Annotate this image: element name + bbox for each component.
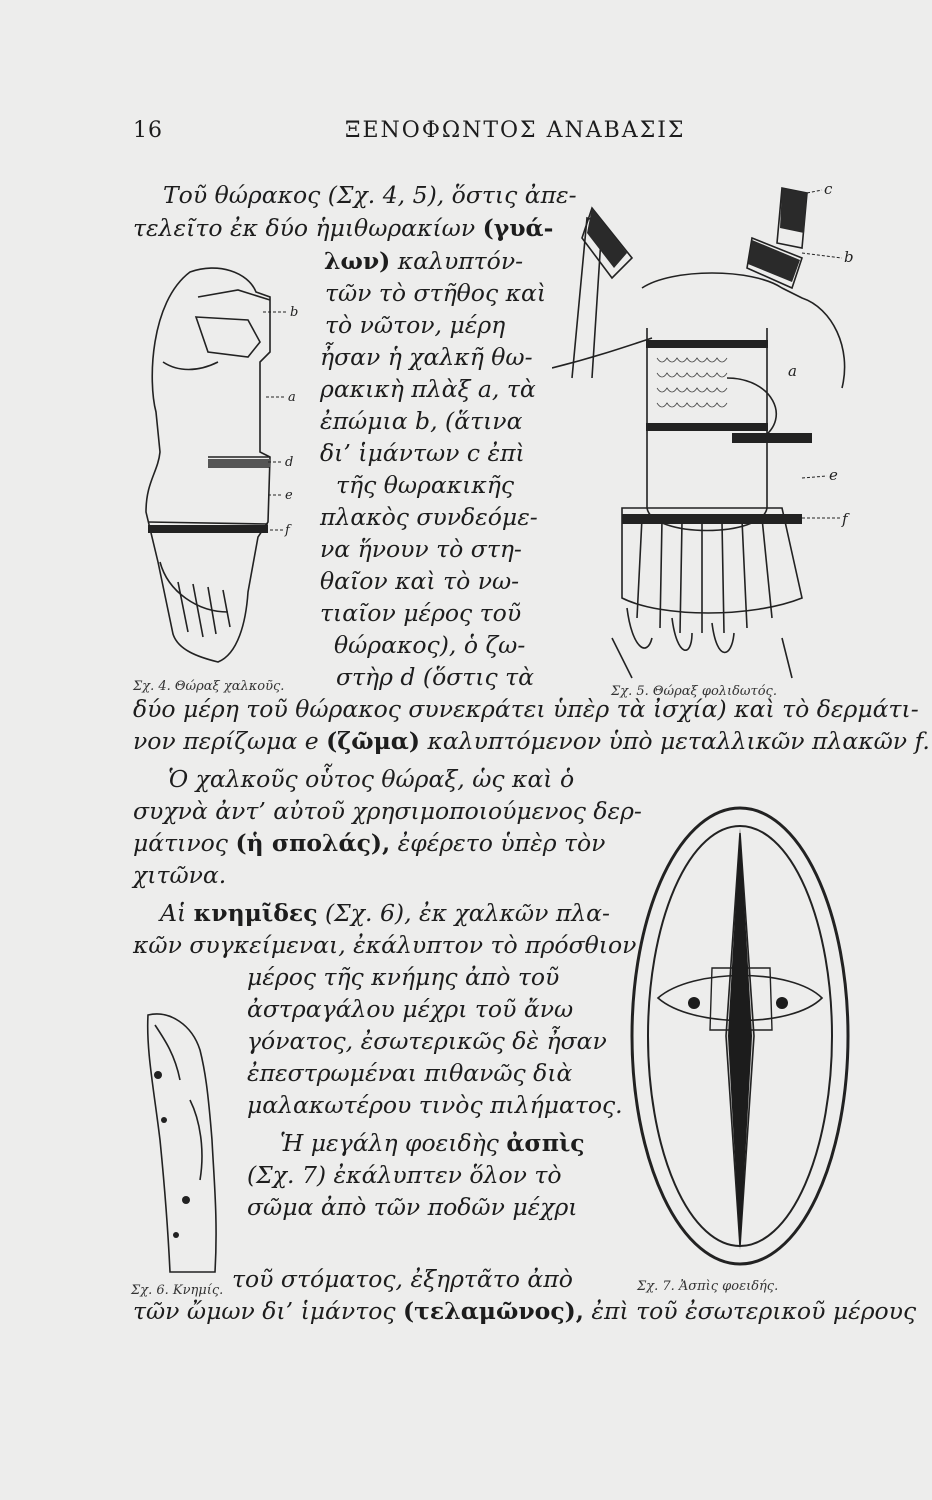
text-line-24: κῶν συγκείμεναι, ἐκάλυπτον τὸ πρόσθιον [133,931,637,959]
figure-6-greave [140,1010,230,1280]
text-line-34: τῶν ὤμων δι’ ἱμάντος (τελαμῶνος), ἐπὶ τοῦ ἐσωτερικοῦ μέρους [133,1297,917,1325]
text-line-6: ἦσαν ἡ χαλκῆ θω- [320,343,533,371]
text-line-5: τὸ νῶτον, μέρη [325,311,506,339]
text-line-11: πλακὸς συνδεόμε- [320,503,538,531]
text-line-4: τῶν τὸ στῆθος καὶ [325,279,547,307]
figure-4-bronze-cuirass [138,262,308,672]
text-line-31: (Σχ. 7) ἐκάλυπτεν ὅλον τὸ [247,1161,562,1189]
figure-7-oval-shield [622,798,862,1278]
fig5-label-b: b [844,248,854,266]
text-line-2: τελεῖτο ἐκ δύο ἡμιθωρακίων (γυά- [133,214,554,242]
figure-5-caption: Σχ. 5. Θώραξ φολιδωτός. [611,684,777,699]
text-line-1: Τοῦ θώρακος (Σχ. 4, 5), ὅστις ἀπε- [163,181,577,209]
text-line-25: μέρος τῆς κνήμης ἀπὸ τοῦ [247,963,560,991]
text-line-32: σῶμα ἀπὸ τῶν ποδῶν μέχρι [247,1193,578,1221]
text-line-33: τοῦ στόματος, ἐξηρτᾶτο ἀπὸ [232,1265,573,1293]
text-line-18: νον περίζωμα e (ζῶμα) καλυπτόμενον ὑπὸ μεταλλικῶν πλακῶν f. [133,727,930,755]
text-line-15: θώρακος), ὁ ζω- [334,631,526,659]
figure-7-caption: Σχ. 7. Ἀσπὶς φοειδής. [637,1279,779,1294]
text-line-20: συχνὰ ἀντ’ αὐτοῦ χρησιμοποιούμενος δερ- [133,797,642,825]
page-number: 16 [133,118,163,143]
text-line-9: δι’ ἱμάντων c ἐπὶ [320,439,525,467]
text-line-30: Ἡ μεγάλη φοειδὴς ἀσπὶς [280,1129,585,1157]
text-line-23: Αἱ κνημῖδες (Σχ. 6), ἐκ χαλκῶν πλα- [160,899,610,927]
text-line-21: μάτινος (ἡ σπολάς), ἐφέρετο ὑπὲρ τὸν [133,829,606,857]
text-line-14: τιαῖον μέρος τοῦ [320,599,522,627]
text-line-22: χιτῶνα. [133,861,227,889]
text-line-28: ἐπεστρωμέναι πιθανῶς διὰ [247,1059,573,1087]
figure-6-caption: Σχ. 6. Κνημίς. [131,1283,224,1298]
text-line-17: δύο μέρη τοῦ θώρακος συνεκράτει ὑπὲρ τὰ ἰσχία) καὶ τὸ δερμάτι- [133,695,919,723]
fig4-label-d: d [285,455,294,470]
text-line-29: μαλακωτέρου τινὸς πιλήματος. [247,1091,623,1119]
text-line-10: τῆς θωρακικῆς [336,471,514,499]
text-line-27: γόνατος, ἐσωτερικῶς δὲ ἦσαν [247,1027,607,1055]
text-line-8: ἐπώμια b, (ἅτινα [320,407,523,435]
running-title: ΞΕΝΟΦΩΝΤΟΣ ΑΝΑΒΑΣΙΣ [345,118,686,143]
figure-4-caption: Σχ. 4. Θώραξ χαλκοῦς. [133,679,285,694]
text-line-7: ρακικὴ πλὰξ a, τὰ [320,375,536,403]
text-line-19: Ὁ χαλκοῦς οὗτος θώραξ, ὡς καὶ ὁ [168,765,575,793]
text-line-16: στὴρ d (ὅστις τὰ [336,663,534,691]
fig5-label-f: f [842,510,848,528]
text-line-12: να ἥνουν τὸ στη- [320,535,522,563]
figure-5-scale-cuirass [552,178,857,688]
fig4-label-f: f [285,523,290,538]
fig5-label-e: e [829,466,838,484]
fig5-label-c: c [824,180,833,198]
fig4-label-a: a [288,390,296,405]
fig4-label-b: b [290,305,299,320]
text-line-3: λων) καλυπτόν- [324,247,524,275]
text-line-13: θαῖον καὶ τὸ νω- [320,567,520,595]
fig5-label-a: a [788,362,797,380]
text-line-26: ἀστραγάλου μέχρι τοῦ ἄνω [247,995,574,1023]
fig4-label-e: e [285,488,293,503]
